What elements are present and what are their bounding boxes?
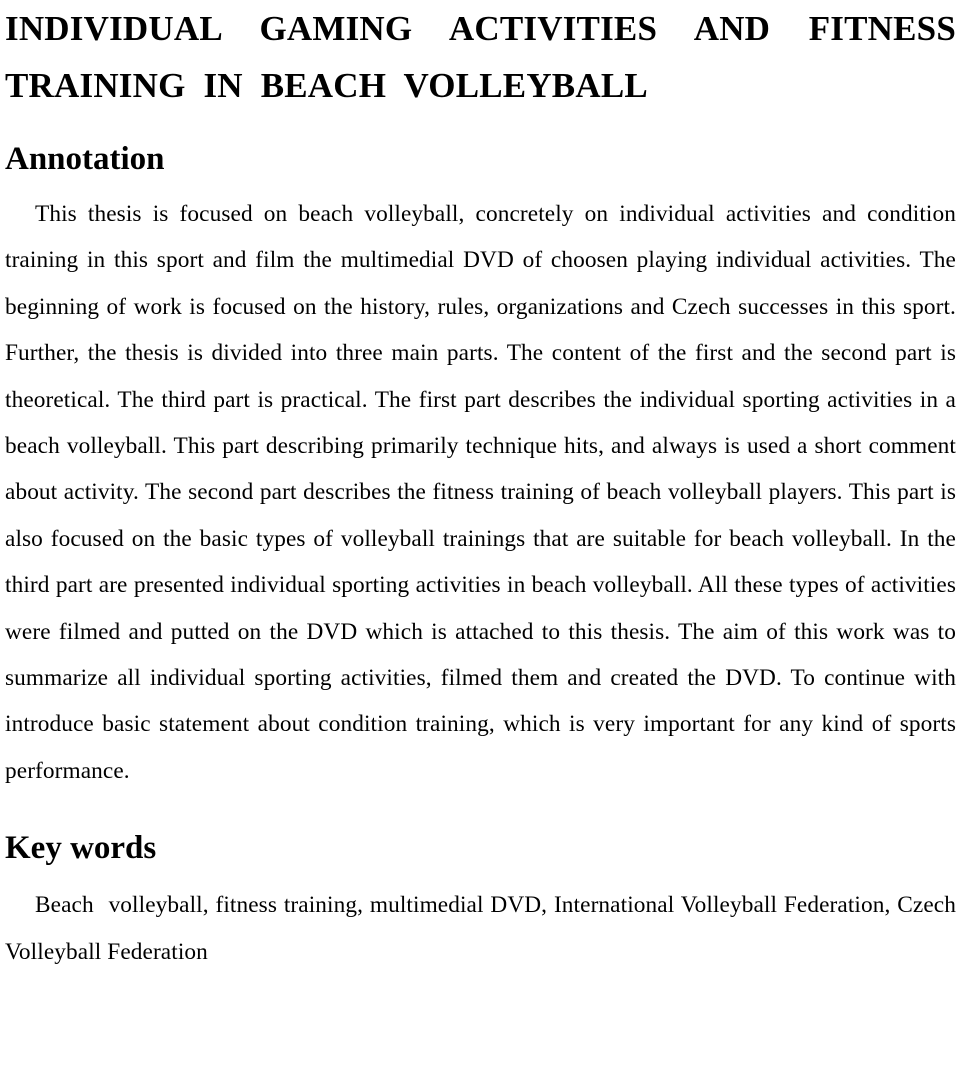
keywords-heading: Key words: [5, 830, 157, 867]
keywords-first-word: Beach: [35, 892, 94, 919]
document-title: INDIVIDUAL GAMING ACTIVITIES AND FITNESS TRAINING IN BEACH VOLLEYBALL: [5, 9, 956, 105]
keywords-text: [5, 882, 956, 975]
annotation-text: This thesis is focused on beach volleyball, concretely on individual activities and condition training in this sport and film the multimedial DVD of choosen playing individual activities. The beginning of work is focused on the history, rules, organizations and Czech successes in this sport. Further, the thesis is divided into three main parts. The content of the first and the second part is theoretical. The third part is practical. The first part describes the individual sporting activities in a beach volleyball. This part describing primarily technique hits, and always is used a short comment about activity. The second part describes the fitness training of beach volleyball players. This part is also focused on the basic types of volleyball trainings that are suitable for beach volleyball. In the third part are presented individual sporting activities in beach volleyball. All these types of activities were filmed and putted on the DVD which is attached to this thesis. The aim of this work was to summarize all individual sporting activities, filmed them and created the DVD. To continue with introduce basic statement about condition training, which is very important for any kind of sports performance.: [5, 201, 956, 784]
annotation-heading: Annotation: [5, 141, 165, 177]
keywords-list: volleyball, fitness training, multimedial DVD, International Volleyball Federation, Czech Volleyball Federation: [5, 892, 956, 965]
